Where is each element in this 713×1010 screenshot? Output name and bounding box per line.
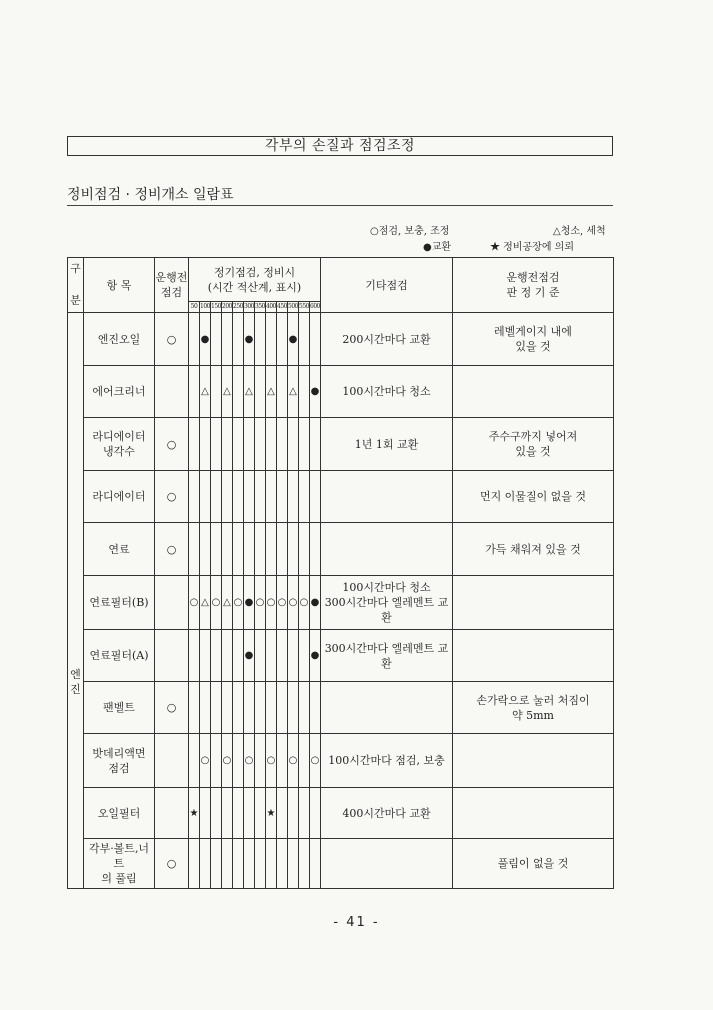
interval-mark-450: [277, 839, 288, 889]
table-row: [68, 523, 614, 576]
table-row: [68, 471, 614, 523]
other-check-cell: [321, 788, 453, 839]
interval-mark-600: ○: [310, 734, 321, 788]
interval-mark-300: ●: [244, 576, 255, 630]
hour-tick-50: 50: [189, 302, 200, 313]
other-check-cell: [321, 839, 453, 889]
interval-mark-400: [266, 418, 277, 471]
interval-mark-300: [244, 418, 255, 471]
interval-mark-350: [255, 523, 266, 576]
hour-tick-600: 600: [310, 302, 321, 313]
interval-mark-250: ○: [233, 576, 244, 630]
table-row: [68, 788, 614, 839]
other-check-text: 1년 1회 교환: [354, 437, 419, 451]
interval-mark-600: [310, 418, 321, 471]
interval-mark-450: [277, 788, 288, 839]
interval-mark-400: [266, 313, 277, 366]
interval-mark-450: [277, 630, 288, 682]
interval-mark-250: [233, 366, 244, 418]
pre-check-cell: ○: [155, 418, 189, 471]
interval-mark-550: [299, 418, 310, 471]
criteria-text: 약 5mm: [512, 708, 554, 722]
criteria-cell: [453, 788, 614, 839]
criteria-text: 있을 것: [515, 445, 551, 458]
hour-tick-300: 300: [244, 302, 255, 313]
item-label: 냉각수: [103, 445, 135, 458]
interval-mark-550: [299, 734, 310, 788]
interval-mark-500: ○: [288, 734, 299, 788]
interval-mark-350: [255, 734, 266, 788]
other-check-cell: [321, 366, 453, 418]
interval-mark-250: [233, 418, 244, 471]
interval-mark-550: [299, 471, 310, 523]
interval-mark-350: [255, 839, 266, 889]
interval-mark-100: △: [200, 366, 211, 418]
hour-tick-100: 100: [200, 302, 211, 313]
interval-mark-100: ●: [200, 313, 211, 366]
interval-mark-500: [288, 418, 299, 471]
criteria-text: 주수구까지 넣어져: [488, 430, 578, 443]
criteria-text: 있을 것: [515, 340, 551, 353]
interval-mark-50: [189, 839, 200, 889]
pre-check-cell: [155, 788, 189, 839]
interval-mark-350: [255, 682, 266, 734]
hour-tick-550: 550: [299, 302, 310, 313]
interval-mark-50: [189, 682, 200, 734]
periodic-header: 정기점검, 정비시 (시간 적산계, 표시): [189, 258, 321, 302]
interval-mark-50: [189, 471, 200, 523]
interval-mark-200: △: [222, 366, 233, 418]
interval-mark-500: [288, 839, 299, 889]
item-header: 항 목: [84, 258, 155, 313]
item-cell: [84, 682, 155, 734]
section-label-top: 엔: [68, 313, 84, 682]
interval-mark-550: [299, 366, 310, 418]
item-cell: [84, 839, 155, 889]
legend-check: ○점검, 보충, 조정: [370, 226, 450, 237]
interval-mark-200: ○: [222, 734, 233, 788]
page-title: 각부의 손질과 점검조정: [67, 136, 613, 156]
interval-mark-400: [266, 630, 277, 682]
other-check-cell: [321, 471, 453, 523]
other-check-text: 100시간마다 청소: [342, 581, 431, 594]
item-label: 팬벨트: [103, 701, 135, 714]
item-label: 점검: [108, 761, 130, 775]
interval-mark-150: [211, 313, 222, 366]
header-row: [68, 258, 614, 302]
interval-mark-200: [222, 839, 233, 889]
criteria-text: 손가락으로 눌러 처짐이: [476, 693, 590, 707]
pre-check-cell: [155, 366, 189, 418]
table-row: [68, 418, 614, 471]
item-cell: [84, 471, 155, 523]
interval-mark-250: [233, 630, 244, 682]
interval-mark-500: △: [288, 366, 299, 418]
interval-mark-400: ○: [266, 734, 277, 788]
other-check-text: 100시간마다 점검, 보충: [328, 754, 445, 767]
interval-mark-450: ○: [277, 576, 288, 630]
interval-mark-600: [310, 471, 321, 523]
table-row: [68, 630, 614, 682]
other-check-cell: [321, 630, 453, 682]
interval-mark-50: [189, 366, 200, 418]
item-cell: [84, 366, 155, 418]
maintenance-table: [67, 257, 614, 889]
interval-mark-450: [277, 366, 288, 418]
interval-mark-400: △: [266, 366, 277, 418]
other-check-text: 200시간마다 교환: [342, 332, 431, 346]
section-label-bottom: 진: [68, 682, 84, 889]
interval-mark-500: [288, 788, 299, 839]
criteria-text: 레벨게이지 내에: [494, 325, 572, 338]
hour-tick-400: 400: [266, 302, 277, 313]
item-label: 연료필터(B): [89, 596, 149, 609]
interval-mark-100: [200, 523, 211, 576]
interval-mark-550: [299, 523, 310, 576]
interval-mark-100: [200, 682, 211, 734]
table-row: [68, 682, 614, 734]
interval-mark-300: ●: [244, 630, 255, 682]
item-label: 밧데리액면: [92, 746, 146, 760]
interval-mark-200: [222, 682, 233, 734]
table-row: [68, 839, 614, 889]
interval-mark-300: [244, 471, 255, 523]
interval-mark-450: [277, 734, 288, 788]
pre-check-cell: [155, 576, 189, 630]
interval-mark-300: △: [244, 366, 255, 418]
interval-mark-600: ●: [310, 576, 321, 630]
interval-mark-100: [200, 471, 211, 523]
legend-replace: ●교환: [423, 242, 452, 253]
item-cell: [84, 630, 155, 682]
interval-mark-450: [277, 523, 288, 576]
pre-check-cell: [155, 734, 189, 788]
interval-mark-600: [310, 682, 321, 734]
legend-clean: △청소, 세척: [553, 226, 606, 237]
other-check-cell: [321, 576, 453, 630]
item-cell: [84, 788, 155, 839]
item-label: 엔진오일: [97, 332, 141, 346]
other-check-cell: [321, 682, 453, 734]
criteria-cell: [453, 576, 614, 630]
interval-mark-350: [255, 418, 266, 471]
hour-tick-200: 200: [222, 302, 233, 313]
interval-mark-350: [255, 630, 266, 682]
item-label: 각부·볼트,너트: [88, 842, 150, 870]
criteria-cell: [453, 471, 614, 523]
interval-mark-100: [200, 788, 211, 839]
interval-mark-550: [299, 682, 310, 734]
hour-tick-150: 150: [211, 302, 222, 313]
criteria-cell: [453, 630, 614, 682]
other-check-text: 300시간마다 엘레멘트 교환: [324, 596, 449, 624]
interval-mark-50: [189, 630, 200, 682]
pre-check-cell: ○: [155, 313, 189, 366]
interval-mark-500: [288, 630, 299, 682]
interval-mark-500: [288, 523, 299, 576]
interval-mark-200: [222, 418, 233, 471]
interval-mark-550: [299, 313, 310, 366]
criteria-text: 먼지 이물질이 없을 것: [479, 490, 587, 503]
interval-mark-250: [233, 839, 244, 889]
interval-mark-600: [310, 313, 321, 366]
other-check-text: 300시간마다 엘레멘트 교환: [324, 641, 449, 670]
item-cell: [84, 523, 155, 576]
other-check-cell: [321, 418, 453, 471]
pre-check-cell: [155, 630, 189, 682]
subtitle-divider: [67, 205, 613, 206]
table-row: [68, 366, 614, 418]
criteria-cell: [453, 682, 614, 734]
interval-mark-400: [266, 471, 277, 523]
interval-mark-150: [211, 418, 222, 471]
interval-mark-400: [266, 682, 277, 734]
interval-mark-100: [200, 630, 211, 682]
interval-mark-200: [222, 788, 233, 839]
criteria-cell: [453, 734, 614, 788]
interval-mark-550: [299, 788, 310, 839]
interval-mark-550: ○: [299, 576, 310, 630]
interval-mark-600: ●: [310, 630, 321, 682]
criteria-text: 가득 채워져 있을 것: [485, 542, 581, 556]
table-row: [68, 734, 614, 788]
interval-mark-50: [189, 734, 200, 788]
interval-mark-550: [299, 839, 310, 889]
interval-mark-500: [288, 682, 299, 734]
item-label: 의 풀림: [101, 872, 137, 885]
interval-mark-150: [211, 839, 222, 889]
interval-mark-350: [255, 788, 266, 839]
item-label: 연료: [108, 542, 130, 556]
interval-mark-500: ○: [288, 576, 299, 630]
interval-mark-50: [189, 418, 200, 471]
interval-mark-150: [211, 366, 222, 418]
interval-mark-150: [211, 734, 222, 788]
pre-check-cell: ○: [155, 682, 189, 734]
legend-shop: ★ 정비공장에 의뢰: [490, 242, 574, 253]
table-row: [68, 313, 614, 366]
interval-mark-300: [244, 682, 255, 734]
item-cell: [84, 418, 155, 471]
criteria-cell: [453, 839, 614, 889]
interval-mark-250: [233, 523, 244, 576]
pre-check-cell: ○: [155, 523, 189, 576]
interval-mark-50: [189, 523, 200, 576]
interval-mark-300: ○: [244, 734, 255, 788]
other-check-header: 기타점검: [321, 258, 453, 313]
pre-check-cell: ○: [155, 839, 189, 889]
interval-mark-300: ●: [244, 313, 255, 366]
pre-check-header: 운행전 점검: [155, 258, 189, 313]
interval-mark-100: [200, 839, 211, 889]
interval-mark-100: △: [200, 576, 211, 630]
other-check-cell: [321, 523, 453, 576]
interval-mark-100: [200, 418, 211, 471]
interval-mark-600: [310, 839, 321, 889]
interval-mark-450: [277, 313, 288, 366]
item-label: 라디에이터: [92, 430, 146, 443]
interval-mark-150: [211, 788, 222, 839]
criteria-cell: [453, 418, 614, 471]
other-check-text: 400시간마다 교환: [342, 806, 431, 820]
interval-mark-350: [255, 313, 266, 366]
criteria-cell: [453, 366, 614, 418]
interval-mark-250: [233, 313, 244, 366]
page-number: - 41 -: [333, 915, 380, 930]
item-cell: [84, 734, 155, 788]
interval-mark-200: [222, 471, 233, 523]
interval-mark-250: [233, 788, 244, 839]
interval-mark-600: ●: [310, 366, 321, 418]
item-label: 오일필터: [97, 806, 141, 820]
interval-mark-200: △: [222, 576, 233, 630]
interval-mark-350: ○: [255, 576, 266, 630]
interval-mark-150: [211, 523, 222, 576]
interval-mark-450: [277, 418, 288, 471]
interval-mark-200: [222, 313, 233, 366]
criteria-text: 풀림이 없을 것: [497, 857, 569, 870]
interval-mark-400: ○: [266, 576, 277, 630]
interval-mark-550: [299, 630, 310, 682]
item-cell: [84, 576, 155, 630]
interval-mark-600: [310, 788, 321, 839]
interval-mark-450: [277, 682, 288, 734]
interval-mark-300: [244, 523, 255, 576]
interval-mark-400: [266, 839, 277, 889]
other-check-cell: [321, 313, 453, 366]
item-label: 연료필터(A): [89, 649, 149, 662]
interval-mark-500: ●: [288, 313, 299, 366]
interval-mark-350: [255, 366, 266, 418]
hour-tick-500: 500: [288, 302, 299, 313]
interval-mark-200: [222, 630, 233, 682]
other-check-cell: [321, 734, 453, 788]
interval-mark-350: [255, 471, 266, 523]
interval-mark-250: [233, 734, 244, 788]
interval-mark-500: [288, 471, 299, 523]
interval-mark-100: ○: [200, 734, 211, 788]
interval-mark-300: [244, 839, 255, 889]
hour-tick-250: 250: [233, 302, 244, 313]
interval-mark-50: ○: [189, 576, 200, 630]
other-check-text: 100시간마다 청소: [342, 385, 431, 398]
item-label: 에어크리너: [92, 385, 146, 398]
item-cell: [84, 313, 155, 366]
item-label: 라디에이터: [92, 490, 146, 503]
interval-mark-300: [244, 788, 255, 839]
hour-tick-350: 350: [255, 302, 266, 313]
criteria-header: 운행전점검 판 정 기 준: [453, 258, 614, 313]
interval-mark-50: [189, 313, 200, 366]
interval-mark-150: [211, 682, 222, 734]
pre-check-cell: ○: [155, 471, 189, 523]
interval-mark-400: [266, 523, 277, 576]
table-row: [68, 576, 614, 630]
interval-mark-600: [310, 523, 321, 576]
interval-mark-150: [211, 471, 222, 523]
interval-mark-400: ★: [266, 788, 277, 839]
criteria-cell: [453, 523, 614, 576]
interval-mark-150: ○: [211, 576, 222, 630]
interval-mark-200: [222, 523, 233, 576]
interval-mark-450: [277, 471, 288, 523]
section-header: 구 분: [68, 258, 84, 313]
interval-mark-250: [233, 682, 244, 734]
section-subtitle: 정비점검 · 정비개소 일람표: [67, 187, 234, 203]
interval-mark-50: ★: [189, 788, 200, 839]
interval-mark-150: [211, 630, 222, 682]
criteria-cell: [453, 313, 614, 366]
interval-mark-250: [233, 471, 244, 523]
hour-tick-450: 450: [277, 302, 288, 313]
